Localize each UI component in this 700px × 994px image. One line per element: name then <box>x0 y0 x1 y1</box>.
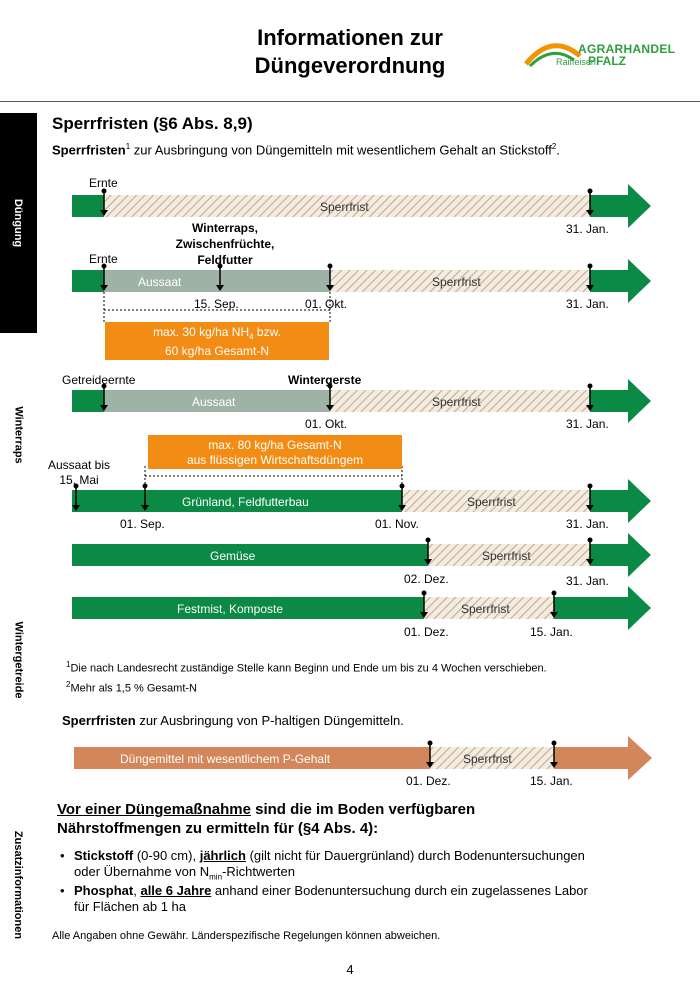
bullet-phosphat: • Phosphat, alle 6 Jahre anhand einer Bodenuntersuchung durch ein zugelassenes Labor für Flächen ab 1 ha <box>60 883 588 914</box>
row2-end-date: 31. Jan. <box>566 297 609 311</box>
p-date-2: 15. Jan. <box>530 774 573 788</box>
sidebar-tab-duengung: Düngung <box>0 113 37 333</box>
title-line-2: Düngeverordnung <box>254 53 446 78</box>
row5-hatch-label: Sperrfrist <box>482 549 531 563</box>
row4-date-1: 01. Sep. <box>120 517 165 531</box>
row1-hatch-label: Sperrfrist <box>320 200 369 214</box>
sidebar-tab-zusatzinformationen: Zusatzinformationen <box>12 830 25 940</box>
row3-timeline <box>72 379 651 423</box>
row5-bar-label: Gemüse <box>210 549 256 563</box>
row1-left-label: Ernte <box>89 176 118 190</box>
row4-end-date: 31. Jan. <box>566 517 609 531</box>
row6-date-1: 01. Dez. <box>404 625 449 639</box>
row4-bar-label: Grünland, Feldfutterbau <box>182 495 309 509</box>
p-hatch-label: Sperrfrist <box>463 752 512 766</box>
requirements-heading: Vor einer Düngemaßnahme sind die im Boden verfügbaren Nährstoffmengen zu ermitteln für (§4 Abs. 4): <box>57 801 476 837</box>
row2-hatch-label: Sperrfrist <box>432 275 481 289</box>
logo-brand: AGRARHANDEL <box>578 42 676 56</box>
row6-timeline <box>72 586 651 630</box>
row5-end-date: 31. Jan. <box>566 574 609 588</box>
row3-left-label: Getreideernte <box>62 373 136 387</box>
row2-date-2: 01. Okt. <box>305 297 348 311</box>
section-title: Sperrfristen (§6 Abs. 8,9) <box>52 114 253 133</box>
row2-crop-label: Winterraps, Zwischenfrüchte, Feldfutter <box>175 221 275 267</box>
logo-pfalz: PFALZ <box>588 54 626 68</box>
row3-end-date: 31. Jan. <box>566 417 609 431</box>
row3-crop-label: Wintergerste <box>288 373 362 387</box>
row2-limit-box: max. 30 kg/ha $NH_4$ bzw. 60 kg/ha Gesamt-N <box>105 322 329 360</box>
row6-end-date: 15. Jan. <box>530 625 573 639</box>
row3-limit-box: max. 80 kg/ha Gesamt-N aus flüssigen Wirtschaftsdüngem <box>148 435 402 469</box>
row1-end-date: 31. Jan. <box>566 222 609 236</box>
bullet-stickstoff: • Stickstoff (0-90 cm), jährlich (gilt nicht für Dauergrünland) durch Bodenuntersuchungen oder Übernahme von $N_{min}$-Richtwerten <box>60 848 585 882</box>
logo-raiffeisen: Raiffeisen <box>556 57 596 67</box>
row4-left-label: Aussaat bis 15. Mai <box>47 458 111 487</box>
row4-date-2: 01. Nov. <box>375 517 419 531</box>
row2-timeline <box>72 259 651 322</box>
row3-bar-label: Aussaat <box>192 395 236 409</box>
sidebar-tab-winterraps: Winterraps <box>12 406 25 464</box>
row6-bar-label: Festmist, Komposte <box>177 602 284 616</box>
sidebar-tab-wintergetreide: Wintergetreide <box>12 621 25 699</box>
row2-bar-label: Aussaat <box>138 275 182 289</box>
row2-left-label: Ernte <box>89 252 118 266</box>
footnote-1: $^1$Die nach Landesrecht zuständige Stelle kann Beginn und Ende um bis zu 4 Wochen verschieben. <box>66 660 547 675</box>
row5-date-1: 02. Dez. <box>404 572 449 586</box>
row1-green-start <box>72 195 104 217</box>
title-line-1: Informationen zur <box>257 25 443 50</box>
row5-timeline <box>72 533 651 577</box>
footnote-2: $^2$Mehr als 1,5 % Gesamt-N <box>66 680 197 695</box>
disclaimer: Alle Angaben ohne Gewähr. Länderspezifische Regelungen können abweichen. <box>52 930 441 942</box>
row3-hatch-label: Sperrfrist <box>432 395 481 409</box>
row4-timeline <box>72 466 651 523</box>
p-section-heading: Sperrfristen zur Ausbringung von P-haltigen Düngemitteln. <box>62 713 404 728</box>
p-date-1: 01. Dez. <box>406 774 451 788</box>
section-subtitle: Sperrfristen$^1$ zur Ausbringung von Düngemitteln mit wesentlichem Gehalt an Stickstoff$^2$. <box>52 142 560 158</box>
row4-hatch-label: Sperrfrist <box>467 495 516 509</box>
row6-hatch-label: Sperrfrist <box>461 602 510 616</box>
row3-date-1: 01. Okt. <box>305 417 348 431</box>
row2-date-1: 15. Sep. <box>194 297 239 311</box>
p-bar-label: Düngemittel mit wesentlichem P-Gehalt <box>120 752 331 766</box>
page-number: 4 <box>346 962 354 977</box>
